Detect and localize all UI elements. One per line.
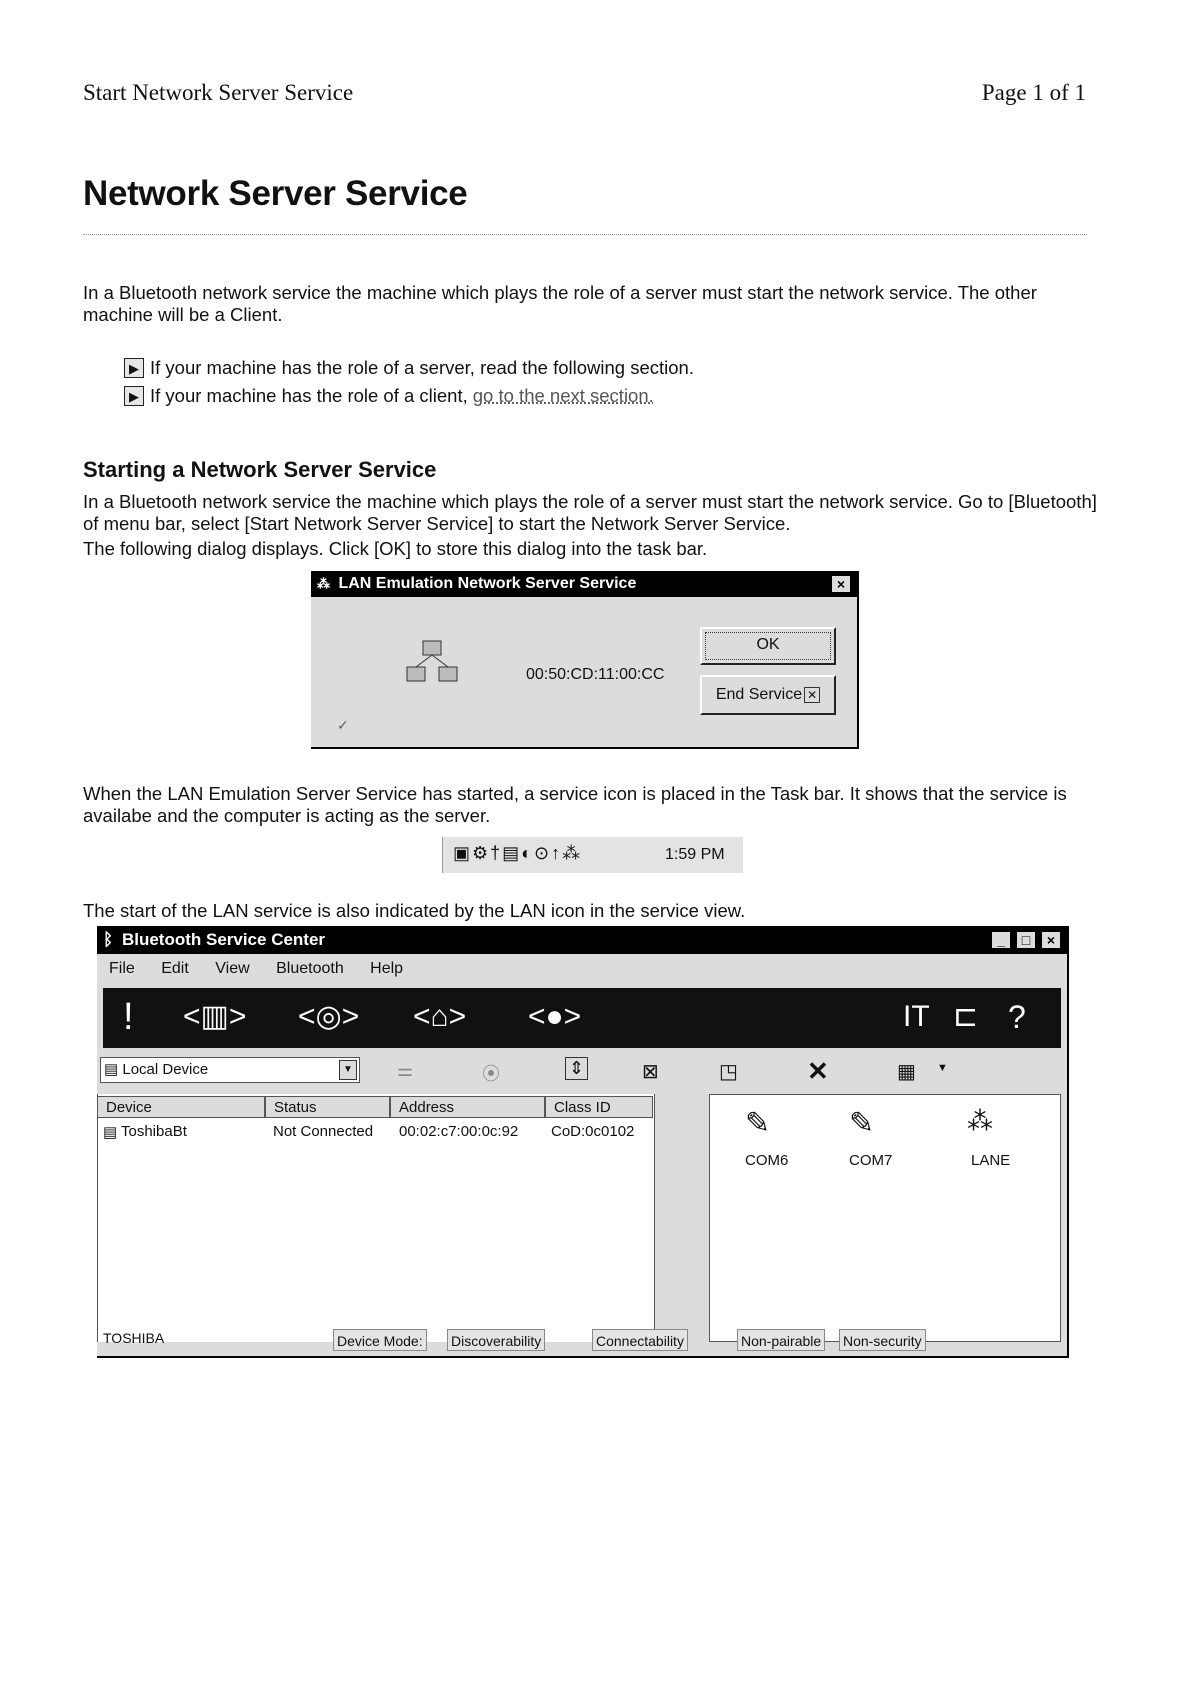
cell-class-id: CoD:0c0102 <box>551 1123 635 1140</box>
window-title: Bluetooth Service Center <box>121 930 326 949</box>
resize-grip-icon: ✓ <box>337 717 349 733</box>
delete-icon[interactable]: ✕ <box>807 1056 829 1086</box>
bluetooth-service-center-window <box>97 926 1069 1358</box>
service-com7[interactable]: COM7 <box>849 1152 893 1169</box>
tray-paragraph: When the LAN Emulation Server Service has started, a service icon is placed in the Task bar. It shows that the service is availabe and the computer is acting as the server. <box>83 783 1067 826</box>
intro-paragraph: In a Bluetooth network service the machine which plays the role of a server must start the network service. The other machine will be a Client. <box>83 282 1037 325</box>
window-title-bar <box>97 926 1067 954</box>
status-discoverability: Discoverability <box>447 1329 545 1351</box>
menu-help[interactable]: Help <box>370 960 404 977</box>
menu-bluetooth[interactable]: Bluetooth <box>276 960 344 977</box>
menu-edit[interactable]: Edit <box>161 960 189 977</box>
service-view-paragraph: The start of the LAN service is also indicated by the LAN icon in the service view. <box>83 900 746 921</box>
end-service-label: End Service <box>715 686 803 703</box>
system-tray <box>442 837 743 873</box>
refresh-icon[interactable]: ⇕ <box>565 1057 588 1080</box>
document-header-title: Start Network Server Service <box>83 80 354 105</box>
service-com6[interactable]: COM6 <box>745 1152 789 1169</box>
column-address[interactable]: Address <box>390 1096 545 1118</box>
status-brand: TOSHIBA <box>103 1330 165 1346</box>
status-device-mode: Device Mode: <box>333 1329 427 1351</box>
tray-icons[interactable]: ▣⚙†▤◐⊙↑⁂ <box>453 843 583 863</box>
window-icon[interactable]: ⊏ <box>953 1000 979 1033</box>
column-device[interactable]: Device <box>97 1096 265 1118</box>
status-connectability: Connectability <box>592 1329 688 1351</box>
next-section-link[interactable]: go to the next section. <box>472 385 654 406</box>
view-mode-icon[interactable]: ▦ <box>897 1061 916 1083</box>
serial-port-icon[interactable]: ✎ <box>849 1107 875 1140</box>
view-dropdown-icon[interactable]: ▼ <box>937 1062 948 1074</box>
section-paragraph: In a Bluetooth network service the machine which plays the role of a server must start the network service. Go to [Bluetooth] of menu bar, select [Start Network Server Service] to start the Network Server Service. <box>83 491 1097 534</box>
maximize-icon[interactable]: □ <box>1016 931 1036 949</box>
lan-icon[interactable]: ⁂ <box>967 1106 993 1136</box>
close-icon[interactable]: × <box>831 575 851 593</box>
main-toolbar <box>103 988 1061 1048</box>
status-pairing: Non-pairable <box>737 1329 825 1351</box>
play-arrow-icon: ▶ <box>124 358 144 378</box>
device-select[interactable] <box>100 1057 360 1083</box>
device-icon: ▤ <box>103 1124 118 1141</box>
mobile-icon[interactable]: <◎> <box>298 1000 360 1033</box>
network-computers-icon <box>403 639 465 691</box>
minimize-icon[interactable]: _ <box>991 931 1011 949</box>
bluetooth-antenna-icon[interactable]: ! <box>123 996 134 1038</box>
section-heading: Starting a Network Server Service <box>83 457 437 482</box>
help-icon[interactable]: ? <box>1008 999 1026 1035</box>
cell-status: Not Connected <box>273 1123 374 1140</box>
bullet-server <box>124 357 694 379</box>
cell-address: 00:02:c7:00:0c:92 <box>399 1123 519 1140</box>
status-bar <box>97 1326 1067 1354</box>
device-address: 00:50:CD:11:00:CC <box>526 666 665 683</box>
status-security: Non-security <box>839 1329 926 1351</box>
device-select-value: Local Device <box>122 1061 209 1078</box>
home-icon[interactable]: <⌂> <box>413 1000 467 1033</box>
connect-icon[interactable]: ⚌ <box>397 1060 414 1080</box>
person-icon[interactable]: <●> <box>528 1000 582 1033</box>
dialog-title-bar <box>311 571 857 597</box>
serial-port-icon[interactable]: ✎ <box>745 1107 771 1140</box>
table-row[interactable] <box>97 1121 653 1143</box>
properties-icon[interactable]: ⊠ <box>642 1061 659 1083</box>
play-arrow-icon: ▶ <box>124 386 144 406</box>
computer-icon: ▤ <box>104 1061 119 1078</box>
end-service-button[interactable] <box>700 675 836 715</box>
tools-icon[interactable]: IT <box>903 1000 930 1033</box>
menu-bar <box>97 956 1067 982</box>
dialog-title: LAN Emulation Network Server Service <box>338 575 637 592</box>
disconnect-icon[interactable]: ⦿ <box>482 1064 500 1084</box>
ok-button[interactable]: OK <box>700 627 836 665</box>
column-class-id[interactable]: Class ID <box>545 1096 653 1118</box>
network-icon: ⁂ <box>317 576 330 591</box>
service-lane[interactable]: LANE <box>971 1152 1011 1169</box>
title-divider <box>83 234 1087 235</box>
page-number: Page 1 of 1 <box>981 80 1086 105</box>
dialog-instruction: The following dialog displays. Click [OK] to store this dialog into the task bar. <box>83 538 708 559</box>
menu-file[interactable]: File <box>109 960 135 977</box>
chevron-down-icon[interactable]: ▼ <box>339 1060 357 1080</box>
column-status[interactable]: Status <box>265 1096 390 1118</box>
cell-device: ToshibaBt <box>121 1123 187 1140</box>
search-device-icon[interactable]: ◳ <box>719 1061 738 1083</box>
page-title: Network Server Service <box>83 174 468 213</box>
close-icon[interactable]: × <box>1041 931 1061 949</box>
bullet-client-text: If your machine has the role of a client, <box>150 385 468 406</box>
office-icon[interactable]: <▥> <box>183 1000 247 1033</box>
lan-emulation-dialog <box>311 571 859 749</box>
close-box-icon: ✕ <box>804 687 820 703</box>
bluetooth-icon: ᛒ <box>103 930 114 949</box>
menu-view[interactable]: View <box>215 960 250 977</box>
bullet-server-text: If your machine has the role of a server, read the following section. <box>150 357 694 378</box>
tray-clock: 1:59 PM <box>665 846 725 863</box>
bullet-client <box>124 385 654 407</box>
